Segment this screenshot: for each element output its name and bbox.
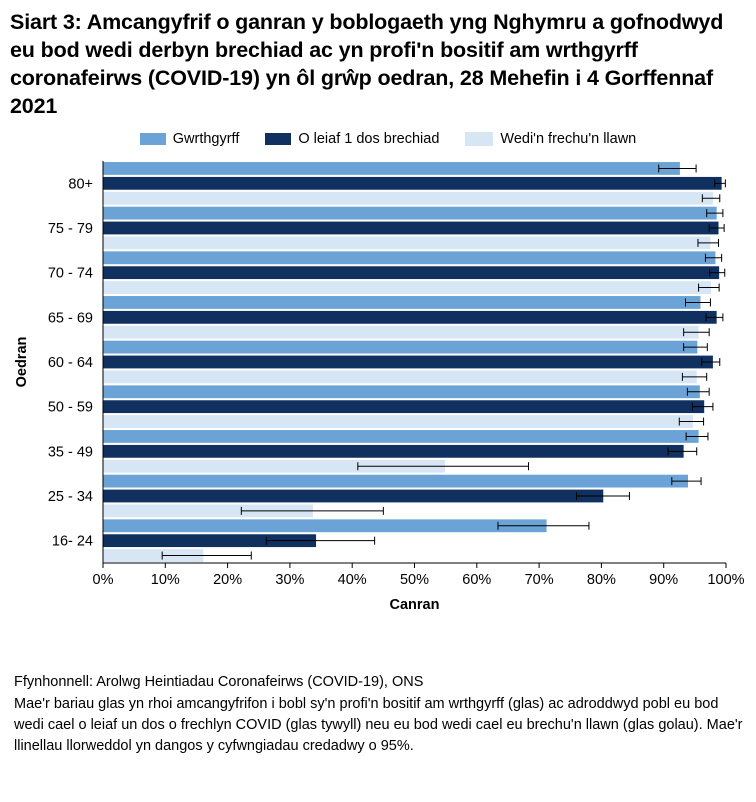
y-tick-label: 35 - 49 [47, 443, 93, 460]
bar [103, 221, 719, 234]
bar [103, 206, 717, 219]
bar [103, 191, 713, 204]
bar [103, 162, 680, 175]
bar [103, 296, 700, 309]
x-tick-label: 80% [586, 571, 616, 588]
y-tick-label: 70 - 74 [47, 265, 93, 282]
bar [103, 281, 711, 294]
y-tick-label: 50 - 59 [47, 399, 93, 416]
bar [103, 340, 697, 353]
legend-item-antibodies [140, 131, 240, 147]
legend-label-antibodies: Gwrthgyrff [172, 130, 240, 147]
bar [103, 445, 684, 458]
x-tick-label: 30% [275, 571, 305, 588]
bar [103, 489, 603, 502]
x-tick-label: 100% [707, 571, 745, 588]
x-tick-label: 90% [649, 571, 679, 588]
bar [103, 400, 704, 413]
bar [103, 325, 699, 338]
x-axis-title: Canran [389, 596, 440, 613]
legend-label-one-dose: O leiaf 1 dos brechiad [298, 130, 440, 147]
bar [103, 266, 719, 279]
bar [103, 415, 693, 428]
bar [103, 385, 700, 398]
x-tick-label: 10% [150, 571, 180, 588]
bar-chart-svg [0, 153, 756, 623]
footnote-note: Mae'r bariau glas yn rhoi amcangyfrifon i bobl sy'n profi'n bositif am wrthgyrff (glas) ac adroddwyd pobl eu bod wedi cael o leiaf un dos o frechlyn COVID (glas tywyll) neu eu bod wedi cael eu brechu'n llawn (glas golau). Mae'r llinellau llorweddol yn dangos y cyfwngiadau credadwy o 95%. [14, 696, 743, 755]
page-title: Siart 3: Amcangyfrif o ganran y boblogaeth yng Nghymru a gofnodwyd eu bod wedi derbyn brechiad ac yn profi'n bositif am wrthgyrff coronafeirws (COVID-19) yn ôl grŵp oedran, 28 Mehefin i 4 Gorffennaf 2021 [10, 10, 724, 119]
y-tick-label: 60 - 64 [47, 354, 93, 371]
x-tick-label: 40% [337, 571, 367, 588]
legend-item-one-dose [265, 131, 439, 147]
bar [103, 430, 699, 443]
bar [103, 251, 715, 264]
bar [103, 355, 713, 368]
bar [103, 474, 688, 487]
x-tick-label: 20% [213, 571, 243, 588]
legend-label-fully-vaccinated: Wedi'n frechu'n llawn [500, 130, 637, 147]
footnote-source: Ffynhonnell: Arolwg Heintiadau Coronafeirws (COVID-19), ONS [14, 674, 424, 690]
plot-area [0, 153, 756, 623]
bar [103, 236, 710, 249]
chart-legend [0, 131, 756, 147]
legend-item-fully-vaccinated [465, 131, 636, 147]
y-tick-label: 75 - 79 [47, 220, 93, 237]
legend-swatch-fully-vaccinated [465, 132, 493, 146]
y-tick-label: 25 - 34 [47, 488, 93, 505]
x-tick-label: 0% [92, 571, 114, 588]
bar [103, 311, 717, 324]
bar [103, 519, 547, 532]
x-tick-label: 50% [399, 571, 430, 588]
bar [103, 370, 697, 383]
bar [103, 177, 722, 190]
y-axis-title: Oedran [14, 336, 30, 388]
y-tick-label: 80+ [68, 175, 93, 192]
y-tick-label: 65 - 69 [47, 309, 93, 326]
x-tick-label: 60% [462, 571, 492, 588]
x-tick-label: 70% [524, 571, 554, 588]
footnote-block [14, 672, 744, 758]
legend-swatch-antibodies [140, 133, 166, 145]
legend-swatch-one-dose [265, 133, 291, 145]
y-tick-label: 16- 24 [51, 533, 93, 550]
